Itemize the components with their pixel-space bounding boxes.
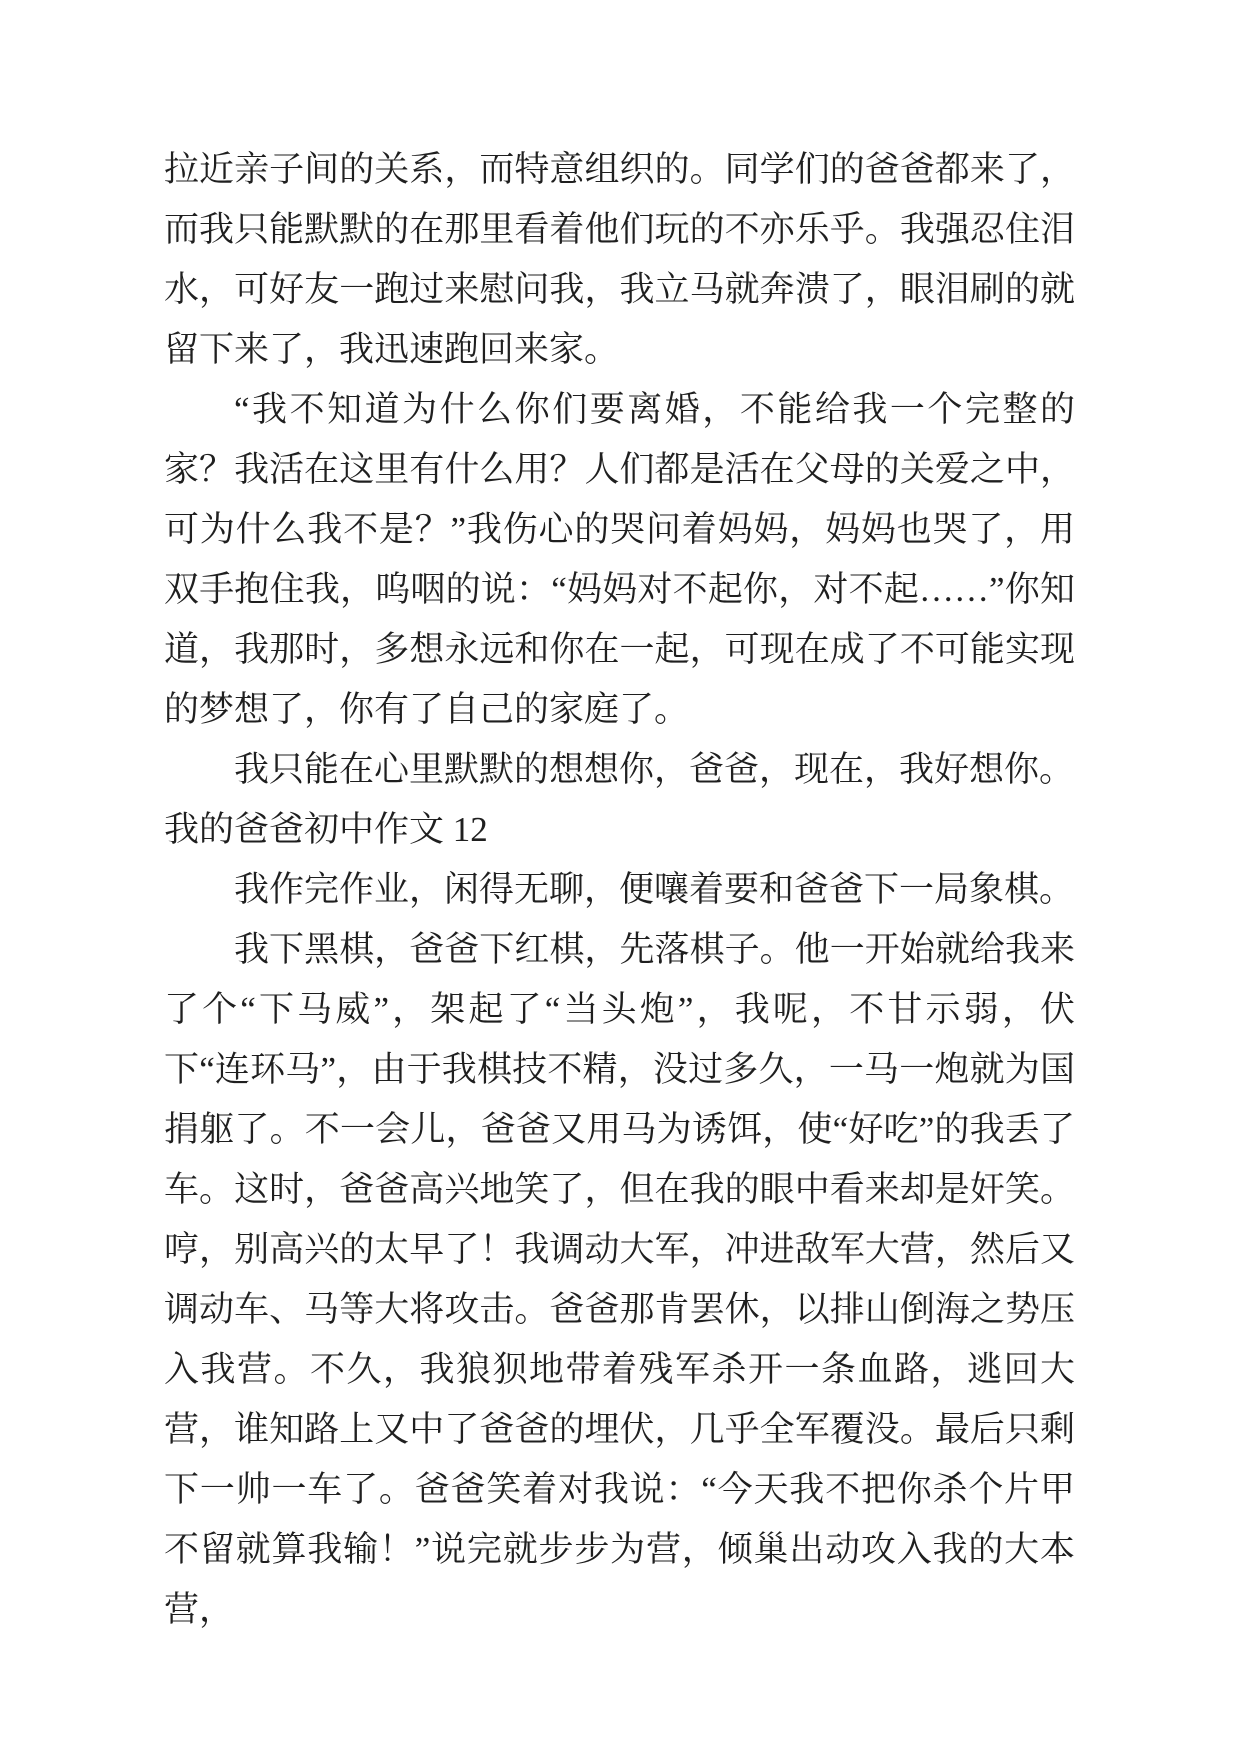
document-content [164,140,1075,1640]
paragraph: 我下黑棋，爸爸下红棋，先落棋子。他一开始就给我来了个“下马威”，架起了“当头炮”，我呢，不甘示弱，伏下“连环马”，由于我棋技不精，没过多久，一马一炮就为国捐躯了。不一会儿，爸爸又用马为诱饵，使“好吃”的我丢了车。这时，爸爸高兴地笑了，但在我的眼中看来却是奸笑。哼，别高兴的太早了！我调动大军，冲进敌军大营，然后又调动车、马等大将攻击。爸爸那肯罢休，以排山倒海之势压入我营。不久，我狼狈地带着残军杀开一条血路，逃回大营，谁知路上又中了爸爸的埋伏，几乎全军覆没。最后只剩下一帅一车了。爸爸笑着对我说：“今天我不把你杀个片甲不留就算我输！”说完就步步为营，倾巢出动攻入我的大本营， [164,930,1075,1629]
essay-section-title: 我的爸爸初中作文 12 [164,810,488,849]
paragraph: 我只能在心里默默的想想你，爸爸，现在，我好想你。 [234,750,1075,789]
paragraph: 我作完作业，闲得无聊，便嚷着要和爸爸下一局象棋。 [234,870,1075,909]
paragraph: “我不知道为什么你们要离婚，不能给我一个完整的家？我活在这里有什么用？人们都是活在父母的关爱之中，可为什么我不是？”我伤心的哭问着妈妈，妈妈也哭了，用双手抱住我，呜咽的说：“妈妈对不起你，对不起……”你知道，我那时，多想永远和你在一起，可现在成了不可能实现的梦想了，你有了自己的家庭了。 [164,390,1075,729]
paragraph-continuation: 拉近亲子间的关系，而特意组织的。同学们的爸爸都来了，而我只能默默的在那里看着他们玩的不亦乐乎。我强忍住泪水，可好友一跑过来慰问我，我立马就奔溃了，眼泪刷的就留下来了，我迅速跑回来家。 [164,150,1075,369]
